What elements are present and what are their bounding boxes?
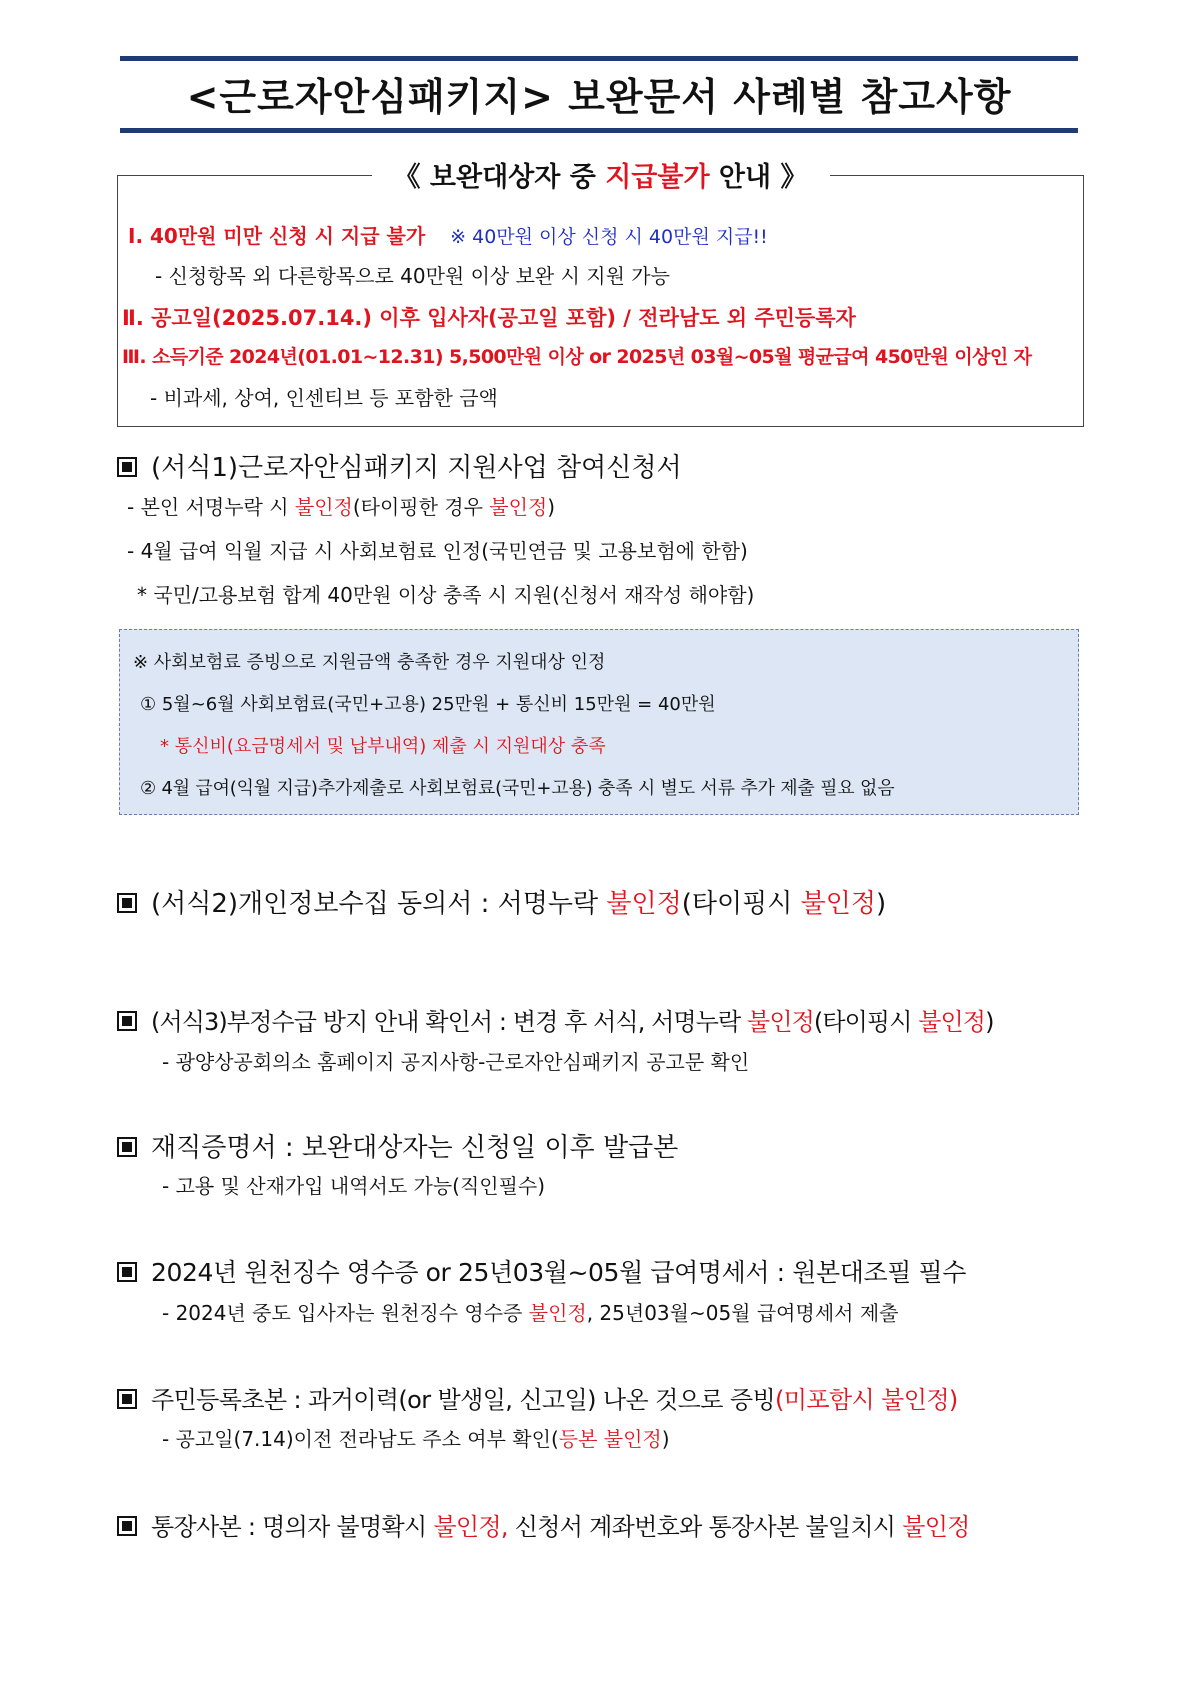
withholding-sub-c: , 25년03월~05월 급여명세서 제출	[586, 1301, 899, 1325]
form2-heading-b: 불인정	[606, 889, 682, 919]
form1-line-1-a: - 본인 서명누락 시	[127, 495, 295, 519]
checkbox-bullet-icon	[117, 1011, 137, 1031]
form3-heading-b: 불인정	[747, 1008, 814, 1036]
info-line-4: ② 4월 급여(익월 지급)추가제출로 사회보험료(국민+고용) 충족 시 별도 서류 추가 제출 필요 없음	[140, 778, 895, 799]
form1-line-1-b: 불인정	[294, 495, 353, 519]
resident-heading	[117, 1380, 958, 1415]
resident-sub-c: )	[661, 1427, 670, 1451]
form2-heading-e: )	[875, 889, 887, 919]
form2-heading-c: (타이핑시	[681, 889, 801, 919]
form1-line-3: * 국민/고용보험 합계 40만원 이상 충족 시 지원(신청서 재작성 해야함)	[137, 583, 755, 607]
employment-heading-text: 재직증명서 : 보완대상자는 신청일 이후 발급본	[151, 1133, 679, 1163]
form2-heading	[117, 883, 886, 920]
notice-item-1-text: Ⅰ. 40만원 미만 신청 시 지급 불가	[128, 224, 426, 248]
withholding-sub-b: 불인정	[528, 1301, 587, 1325]
notice-item-1-sub: - 신청항목 외 다른항목으로 40만원 이상 보완 시 지원 가능	[155, 264, 670, 288]
notice-item-1	[128, 220, 768, 249]
bankbook-heading-c: 신청서 계좌번호와 통장사본 불일치시	[507, 1513, 903, 1541]
form2-heading-d: 불인정	[800, 889, 876, 919]
notice-item-2: Ⅱ. 공고일(2025.07.14.) 이후 입사자(공고일 포함) / 전라남도 외 주민등록자	[122, 306, 856, 330]
withholding-sub-a: - 2024년 중도 입사자는 원천징수 영수증	[162, 1301, 529, 1325]
info-line-1: ※ 사회보험료 증빙으로 지원금액 충족한 경우 지원대상 인정	[133, 652, 606, 673]
resident-sub-a: - 공고일(7.14)이전 전라남도 주소 여부 확인(	[162, 1427, 559, 1451]
form3-sub: - 광양상공회의소 홈페이지 공지사항-근로자안심패키지 공고문 확인	[162, 1050, 750, 1074]
resident-sub-b: 등본 불인정	[558, 1427, 662, 1451]
form1-heading	[117, 447, 682, 484]
notice-title	[372, 155, 830, 194]
form3-heading	[117, 1002, 994, 1037]
form3-heading-e: )	[985, 1008, 994, 1036]
info-line-2: ① 5월~6월 사회보험료(국민+고용) 25만원 + 통신비 15만원 = 40만원	[140, 694, 716, 715]
bankbook-heading-b: 불인정,	[433, 1513, 508, 1541]
bankbook-heading	[117, 1507, 970, 1542]
checkbox-bullet-icon	[117, 1389, 137, 1409]
withholding-heading	[117, 1253, 966, 1289]
page-title: <근로자안심패키지> 보완문서 사례별 참고사항	[186, 75, 1012, 119]
bankbook-heading-d: 불인정	[902, 1513, 970, 1541]
withholding-sub	[162, 1297, 898, 1326]
checkbox-bullet-icon	[117, 457, 137, 477]
form1-heading-text: (서식1)근로자안심패키지 지원사업 참여신청서	[151, 453, 682, 483]
notice-item-3-sub: - 비과세, 상여, 인센티브 등 포함한 금액	[150, 386, 498, 410]
form3-heading-a: (서식3)부정수급 방지 안내 확인서 : 변경 후 서식, 서명누락	[151, 1008, 748, 1036]
notice-title-prefix: 《 보완대상자 중	[393, 162, 606, 193]
checkbox-bullet-icon	[117, 893, 137, 913]
checkbox-bullet-icon	[117, 1516, 137, 1536]
resident-heading-a: 주민등록초본 : 과거이력(or 발생일, 신고일) 나온 것으로 증빙	[151, 1386, 776, 1414]
form2-heading-a: (서식2)개인정보수집 동의서 : 서명누락	[151, 889, 607, 919]
employment-heading	[117, 1127, 678, 1164]
form1-line-2: - 4월 급여 익월 지급 시 사회보험료 인정(국민연금 및 고용보험에 한함)	[127, 539, 748, 563]
resident-sub	[162, 1423, 670, 1452]
form1-line-1	[127, 491, 555, 520]
resident-heading-b: (미포함시 불인정)	[775, 1386, 958, 1414]
checkbox-bullet-icon	[117, 1262, 137, 1282]
form3-heading-d: 불인정	[918, 1008, 986, 1036]
title-top-rule	[120, 56, 1078, 61]
notice-title-suffix: 안내 》	[709, 162, 808, 193]
employment-sub: - 고용 및 산재가입 내역서도 가능(직인필수)	[162, 1174, 546, 1198]
form3-heading-c: (타이핑시	[813, 1008, 919, 1036]
notice-title-wrap	[117, 155, 1084, 194]
notice-item-3: Ⅲ. 소득기준 2024년(01.01~12.31) 5,500만원 이상 or 2025년 03월~05월 평균급여 450만원 이상인 자	[122, 346, 1032, 368]
bankbook-heading-a: 통장사본 : 명의자 불명확시	[151, 1513, 434, 1541]
form1-line-1-d: 불인정	[489, 495, 548, 519]
withholding-heading-text: 2024년 원천징수 영수증 or 25년03월~05월 급여명세서 : 원본대조필 필수	[151, 1258, 967, 1287]
notice-title-highlight: 지급불가	[605, 162, 710, 193]
form1-line-1-e: )	[547, 495, 556, 519]
notice-item-1-note: ※ 40만원 이상 신청 시 40만원 지급!!	[450, 226, 768, 248]
title-bottom-rule	[120, 128, 1078, 133]
checkbox-bullet-icon	[117, 1137, 137, 1157]
info-line-3: * 통신비(요금명세서 및 납부내역) 제출 시 지원대상 충족	[160, 736, 606, 757]
form1-line-1-c: (타이핑한 경우	[352, 495, 490, 519]
